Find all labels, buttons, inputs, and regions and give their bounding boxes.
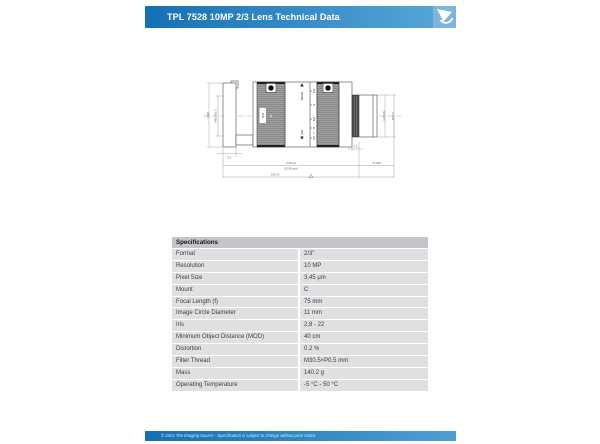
spec-label: Iris [172, 320, 298, 331]
dim-length-a1: 2.90 ext [286, 160, 296, 165]
spec-value: 40 cm [300, 332, 428, 343]
dim-total-length: 134.72 [270, 172, 280, 177]
spec-value: 75 mm [300, 297, 428, 308]
spec-label: Resolution [172, 261, 298, 272]
dim-front-length: 8.1 [227, 155, 232, 160]
table-row [172, 380, 428, 391]
spec-value: 10 MP [300, 261, 428, 272]
table-header: Specifications [172, 237, 428, 248]
dim-length-a2: 62.59 (ext) [284, 166, 298, 171]
spec-label: Operating Temperature [172, 380, 298, 391]
table-row [172, 249, 428, 260]
dim-flange-od: Ø48 [206, 112, 210, 118]
spec-label: Mass [172, 368, 298, 379]
spec-label: Minimum Object Distance (MOD) [172, 332, 298, 343]
near-label: NEAR [300, 91, 304, 101]
spec-value: -5 °C - 50 °C [300, 380, 428, 391]
table-row [172, 297, 428, 308]
inf-label: INF [300, 129, 304, 135]
lens-barrel [253, 82, 352, 147]
spec-label: Distortion [172, 344, 298, 355]
spec-value: 3,45 µm [300, 273, 428, 284]
spec-label: Focal Length (f) [172, 297, 298, 308]
table-row [172, 344, 428, 355]
spec-label: Pixel Size [172, 273, 298, 284]
table-row [172, 332, 428, 343]
lens-drawing-svg [165, 56, 435, 196]
spec-value: 140.2 g [300, 368, 428, 379]
specifications-table [172, 237, 428, 391]
table-row [172, 356, 428, 367]
dim-filter-thread: M30.5x0.5 [213, 109, 218, 123]
spec-value: 0.2 % [300, 344, 428, 355]
logo-box [433, 6, 456, 28]
spec-value: 2/3" [300, 249, 428, 260]
spec-value: C [300, 285, 428, 296]
footer-bar [145, 431, 456, 441]
imaging-source-logo-icon [433, 6, 456, 28]
mount-thread [352, 95, 359, 137]
fstop-label: 5.6 [311, 116, 316, 122]
table-row [172, 273, 428, 284]
dim-rear-od: Ø35.5 [391, 112, 395, 120]
dim-thread-length: 3.2 [353, 144, 358, 149]
spec-value: M30.5×P0.5 mm [300, 356, 428, 367]
table-row [172, 320, 428, 331]
footer-copyright: © 2024 The Imaging Source - Specification is subject to change without prior notice. [161, 433, 317, 438]
table-row [172, 285, 428, 296]
spec-value: 11 mm [300, 308, 428, 319]
iris-thumbscrew [325, 85, 330, 90]
dim-barrel-od: Ø58 [261, 112, 265, 119]
c-mount-rear [352, 95, 377, 137]
dim-mount-thread: 1-32UN [382, 111, 386, 121]
table-row [172, 261, 428, 272]
table-row [172, 368, 428, 379]
fstop-label: 8 [311, 127, 316, 129]
lens-technical-drawing [165, 56, 435, 196]
spec-label: Mount [172, 285, 298, 296]
spec-value: 2,8 - 22 [300, 320, 428, 331]
fstop-label: 4 [311, 104, 316, 106]
rear-cylinder [359, 95, 377, 137]
spec-label: Format [172, 249, 298, 260]
front-flange [223, 81, 253, 147]
table-row [172, 308, 428, 319]
spec-label: Filter Thread [172, 356, 298, 367]
fstop-label: 2.8 [311, 88, 316, 94]
page-title: TPL 7528 10MP 2/3 Lens Technical Data [167, 12, 340, 22]
spec-label: Image Circle Diameter [172, 308, 298, 319]
focus-thumbscrew [268, 85, 273, 90]
header-bar [145, 6, 456, 28]
fstop-label: 22 [311, 136, 316, 140]
dim-length-b: 17.526 [372, 160, 381, 165]
